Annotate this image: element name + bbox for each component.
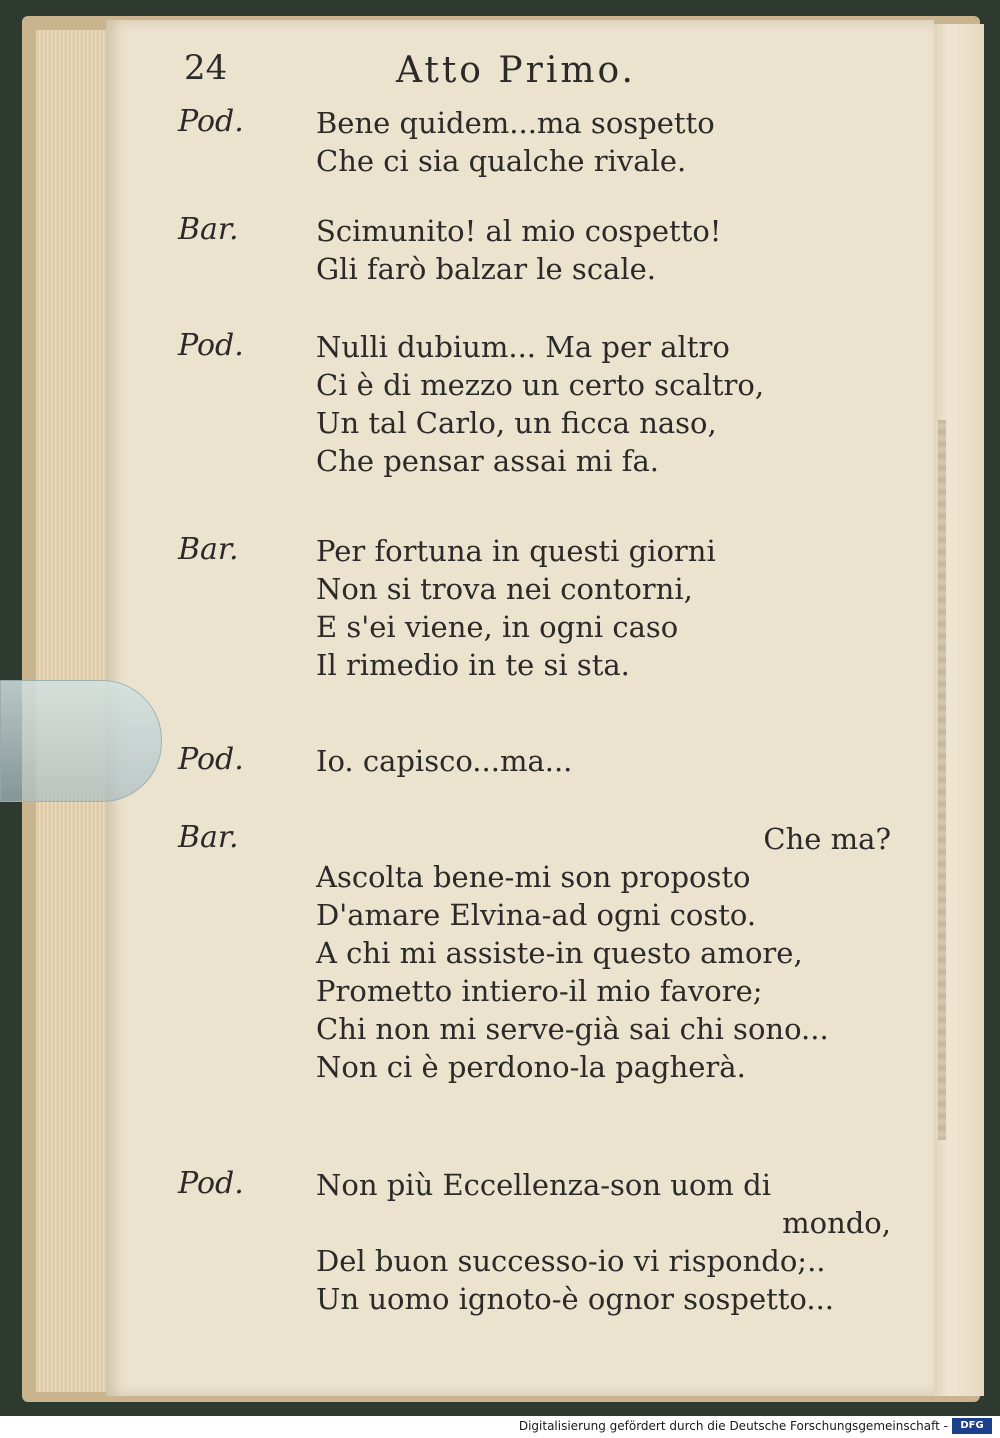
verse-line: Ascolta bene-mi son proposto xyxy=(316,860,751,894)
verse-line: Ci è di mezzo un certo scaltro, xyxy=(316,368,765,402)
verse-line: Un uomo ignoto-è ognor sospetto... xyxy=(316,1282,835,1316)
verse-line-indented: Che ma? xyxy=(763,822,891,856)
verse-line: A chi mi assiste-in questo amore, xyxy=(316,936,803,970)
book-page xyxy=(106,20,934,1396)
footer-bar xyxy=(0,1416,1000,1438)
speaker-label: Pod. xyxy=(178,104,244,139)
verse-line: Che pensar assai mi fa. xyxy=(316,444,659,478)
verse-line: Io. capisco...ma... xyxy=(316,744,573,778)
speaker-label: Bar. xyxy=(178,532,239,567)
verse-line: E s'ei viene, in ogni caso xyxy=(316,610,679,644)
verse-line: Gli farò balzar le scale. xyxy=(316,252,656,286)
speaker-label: Bar. xyxy=(178,820,239,855)
page-header xyxy=(106,48,934,98)
verse-line: Che ci sia qualche rivale. xyxy=(316,144,687,178)
verse-line: Prometto intiero-il mio favore; xyxy=(316,974,763,1008)
funding-credit: Digitalisierung gefördert durch die Deutsche Forschungsgemeinschaft - xyxy=(518,1419,948,1433)
verse-line: D'amare Elvina-ad ogni costo. xyxy=(316,898,757,932)
verse-line: Non si trova nei contorni, xyxy=(316,572,693,606)
verse-line: Il rimedio in te si sta. xyxy=(316,648,630,682)
speaker-label: Bar. xyxy=(178,212,239,247)
verse-line: Nulli dubium... Ma per altro xyxy=(316,330,730,364)
verse-line-continuation: mondo, xyxy=(782,1206,891,1240)
speaker-label: Pod. xyxy=(178,742,244,777)
verse-line: Per fortuna in questi giorni xyxy=(316,534,716,568)
verse-line: Bene quidem...ma sospetto xyxy=(316,106,715,140)
verse-line: Un tal Carlo, un ficca naso, xyxy=(316,406,717,440)
verse-line: Scimunito! al mio cospetto! xyxy=(316,214,722,248)
verse-line: Non più Eccellenza-son uom di xyxy=(316,1168,771,1202)
running-head: Atto Primo. xyxy=(396,50,636,91)
verse-line: Non ci è perdono-la pagherà. xyxy=(316,1050,746,1084)
binding-stitch xyxy=(938,420,946,1140)
speaker-label: Pod. xyxy=(178,1166,244,1201)
glass-page-clip xyxy=(0,680,162,802)
dfg-logo-icon: DFG xyxy=(952,1418,992,1434)
verse-line: Del buon successo-io vi rispondo;.. xyxy=(316,1244,826,1278)
speaker-label: Pod. xyxy=(178,328,244,363)
verse-line: Chi non mi serve-già sai chi sono... xyxy=(316,1012,829,1046)
page-number: 24 xyxy=(184,48,228,88)
